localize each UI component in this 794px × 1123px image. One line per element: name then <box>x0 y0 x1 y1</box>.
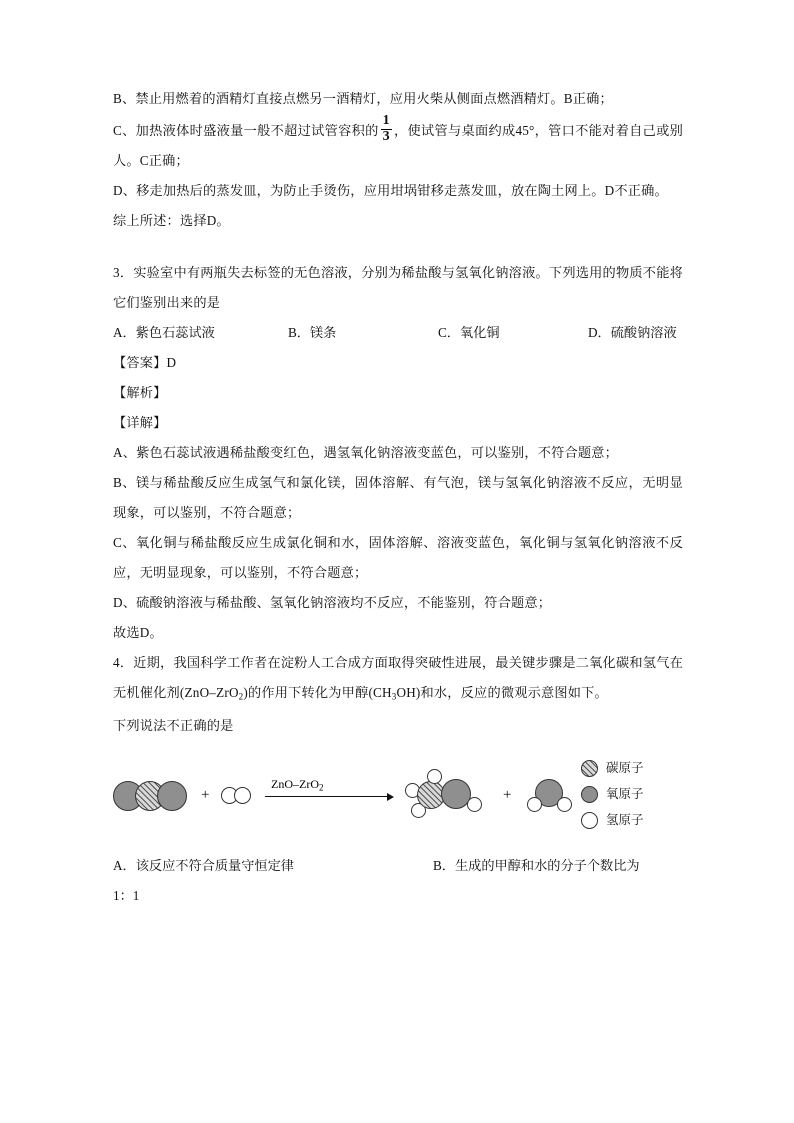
legend-label-hydrogen: 氢原子 <box>606 813 644 827</box>
q4-option-a: A．该反应不符合质量守恒定律 <box>113 858 294 873</box>
question-4-stem-line2: 下列说法不正确的是 <box>113 718 234 733</box>
hydrogen-atom-icon <box>527 797 542 812</box>
plus-sign-right: + <box>503 787 512 803</box>
molecule-hydrogen <box>221 783 257 809</box>
catalyst-label: ZnO–ZrO$_2$ <box>271 777 324 793</box>
question-3-conclusion: 故选D。 <box>113 624 163 640</box>
question-3-options-row <box>113 318 683 348</box>
option-c-text-post: ，使试管与桌面约成45°，管口不能对着自己或别人。C正确； <box>113 122 684 168</box>
hydrogen-atom-icon <box>557 797 572 812</box>
option-a: A．紫色石蕊试液 <box>113 324 215 340</box>
paragraph-option-c <box>113 114 683 176</box>
option-c-text-pre: C、加热液体时盛液量一般不超过试管容积的 <box>113 122 379 138</box>
q4-option-b: B．生成的甲醇和水的分子个数比为 <box>433 858 640 873</box>
reaction-diagram <box>113 749 683 845</box>
option-b: B．镁条 <box>288 324 337 340</box>
question-3-options <box>113 318 683 348</box>
document-content <box>113 84 683 911</box>
legend-item-hydrogen <box>581 807 644 833</box>
q4-stem-part3: OH)和水，反应的微观示意图如下。 <box>396 684 608 700</box>
molecule-carbon-dioxide <box>113 779 195 813</box>
fraction-numerator: 1 <box>382 113 390 128</box>
question-3-stem: 3．实验室中有两瓶失去标签的无色溶液，分别为稀盐酸与氢氧化钠溶液。下列选用的物质不能将它们鉴别出来的是 <box>113 264 683 310</box>
paragraph-option-b: B、禁止用燃着的酒精灯直接点燃另一酒精灯，应用火柴从侧面点燃酒精灯。B正确； <box>113 91 613 106</box>
question-3-detail-tag <box>113 408 683 438</box>
legend-item-carbon <box>581 755 644 781</box>
legend-label-carbon: 碳原子 <box>606 761 644 775</box>
oxygen-atom-icon <box>581 786 598 803</box>
diagram-legend <box>581 755 644 833</box>
option-d: D．硫酸钠溶液 <box>588 324 677 340</box>
molecule-water <box>527 773 583 819</box>
question-3-analysis-tag: 【解析】 <box>113 384 167 400</box>
q4-option-b-ratio: 1：1 <box>113 888 140 903</box>
detail-a-text: A、紫色石蕊试液遇稀盐酸变红色，遇氢氧化钠溶液变蓝色，可以鉴别，不符合题意； <box>113 444 619 460</box>
plus-sign-left: + <box>201 787 210 803</box>
q4-subscript-2: 2 <box>238 691 244 701</box>
detail-tag-text: 【详解】 <box>113 414 167 430</box>
question-3-answer: 【答案】D <box>113 354 177 370</box>
q4-stem-part2: )的作用下转化为甲醇(CH <box>243 684 392 700</box>
fraction-denominator: 3 <box>382 128 390 144</box>
question-3-detail-b: B、镁与稀盐酸反应生成氢气和氯化镁，固体溶解、有气泡，镁与氢氧化钠溶液不反应，无明显现象，可以鉴别，不符合题意； <box>113 474 683 520</box>
molecule-methanol <box>405 767 497 827</box>
q4-stem-part1: 4．近期，我国科学工作者在淀粉人工合成方面取得突破性进展，最关键步骤是二氧化碳和氢气在无机催化剂(ZnO‒ZrO <box>113 654 683 700</box>
arrow-line <box>265 796 389 797</box>
option-c: C．氧化铜 <box>438 324 500 340</box>
paragraph-summary: 综上所述：选择D。 <box>113 212 230 228</box>
question-4-options-row <box>113 851 683 881</box>
catalyst-subscript: 2 <box>319 782 324 793</box>
hydrogen-atom-icon <box>581 812 598 829</box>
question-3-detail-a <box>113 438 683 468</box>
oxygen-atom-icon <box>157 781 187 811</box>
spacer <box>113 236 683 258</box>
hydrogen-atom-icon <box>467 797 482 812</box>
question-4-stem <box>113 648 683 711</box>
legend-label-oxygen: 氧原子 <box>606 787 644 801</box>
q4-subscript-3: 3 <box>391 691 397 701</box>
question-3-detail-d: D、硫酸钠溶液与稀盐酸、氢氧化钠溶液均不反应，不能鉴别，符合题意； <box>113 594 552 610</box>
paragraph-option-d: D、移走加热后的蒸发皿，为防止手烫伤，应用坩埚钳移走蒸发皿，放在陶土网上。D不正确。 <box>113 182 668 198</box>
legend-item-oxygen <box>581 781 644 807</box>
question-3-detail-c: C、氧化铜与稀盐酸反应生成氯化铜和水，固体溶解、溶液变蓝色，氧化铜与氢氧化钠溶液不反应，无明显现象，可以鉴别，不符合题意； <box>113 534 683 580</box>
hydrogen-atom-icon <box>427 769 442 784</box>
question-4-options <box>113 851 683 911</box>
hydrogen-atom-icon <box>234 787 251 804</box>
arrow-head-icon <box>387 793 394 801</box>
carbon-atom-icon <box>581 760 598 777</box>
fraction-one-third <box>381 114 392 144</box>
